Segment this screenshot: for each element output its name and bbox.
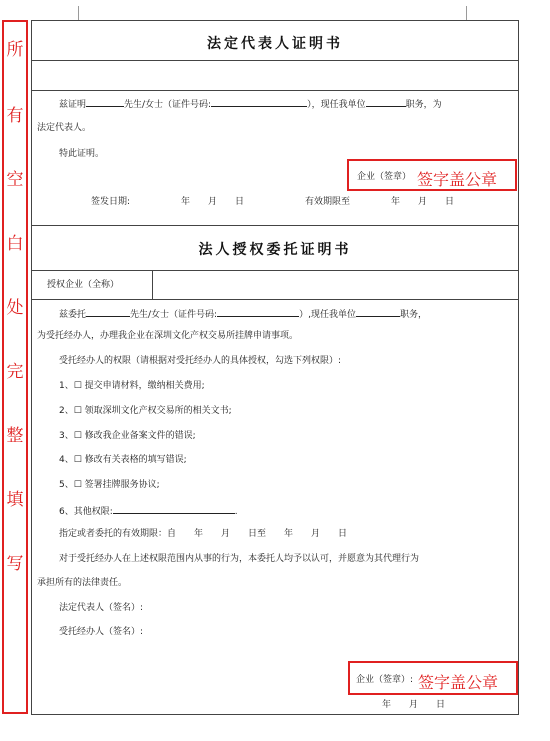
position-blank[interactable]	[366, 97, 406, 107]
cert-text: 先生/女士（证件号码:	[124, 100, 212, 110]
cert-line-3: 特此证明。	[59, 149, 105, 159]
issue-date-fields[interactable]: 年 月 日	[181, 197, 245, 207]
permission-item[interactable]: 1、☐ 提交申请材料，缴纳相关费用;	[59, 381, 205, 391]
company-label: 授权企业（全称）	[47, 280, 120, 290]
sidebar-char: 处	[6, 298, 24, 318]
agent-id-blank[interactable]	[217, 307, 299, 317]
divider	[32, 60, 518, 61]
divider	[32, 90, 518, 91]
permission-item[interactable]: 2、☐ 领取深圳文化产权交易所的相关文书;	[59, 406, 232, 416]
seal-text: 签字盖公章	[418, 673, 499, 692]
auth-line-1	[59, 307, 427, 321]
sidebar-char: 写	[6, 554, 24, 574]
sidebar-char: 整	[6, 426, 24, 446]
valid-until-fields[interactable]: 年 月 日	[391, 197, 455, 207]
cert-title: 法定代表人证明书	[207, 36, 343, 52]
permission-item[interactable]: 4、☐ 修改有关表格的填写错误;	[59, 455, 187, 465]
seal-text: 签字盖公章	[417, 170, 498, 189]
cert-text: ），现任我单位	[307, 100, 366, 110]
auth-text: 兹委托	[59, 310, 87, 320]
sidebar-char: 填	[6, 490, 24, 510]
other-label: 6、其他权限:	[59, 507, 113, 517]
cert-line-1	[59, 97, 442, 111]
name-blank[interactable]	[86, 97, 124, 107]
form-table	[31, 20, 519, 715]
agent-position-blank[interactable]	[356, 307, 400, 317]
other-permission-blank[interactable]	[113, 504, 235, 514]
valid-until-label: 有效期限至	[305, 197, 351, 207]
auth-date[interactable]: 年 月 日	[382, 700, 446, 710]
agent-signature[interactable]: 受托经办人（签名）:	[59, 627, 144, 637]
auth-line-5: 承担所有的法律责任。	[37, 578, 128, 588]
cert-text: 兹证明	[59, 100, 87, 110]
auth-line-3: 受托经办人的权限（请根据对受托经办人的具体授权，勾选下列权限）:	[59, 356, 342, 366]
validity-period[interactable]: 指定或者委托的有效期限：自 年 月 日至 年 月 日	[59, 529, 348, 539]
issue-date-label: 签发日期:	[91, 197, 131, 207]
permission-item[interactable]: 5、☐ 签署挂牌服务协议;	[59, 480, 160, 490]
cert-seal-box[interactable]	[347, 159, 517, 191]
crop-mark-left	[78, 6, 79, 20]
id-number-blank[interactable]	[211, 97, 307, 107]
permission-item-other: 6、其他权限: .	[59, 504, 238, 518]
cert-text: 职务，为	[405, 100, 442, 110]
seal-label: 企业（签章）:	[356, 675, 414, 685]
fill-instruction-sidebar	[2, 20, 28, 714]
auth-text: 先生/女士（证件号码:	[130, 310, 218, 320]
sidebar-char: 有	[6, 106, 24, 126]
auth-text: 职务，	[399, 310, 427, 320]
sidebar-char: 所	[6, 40, 24, 60]
seal-label: 企业（签章）	[357, 172, 412, 182]
auth-seal-box[interactable]	[348, 661, 518, 695]
permission-item[interactable]: 3、☐ 修改我企业备案文件的错误;	[59, 431, 196, 441]
divider	[32, 299, 518, 300]
legal-rep-signature[interactable]: 法定代表人（签名）:	[59, 603, 144, 613]
sidebar-char: 白	[6, 234, 24, 254]
auth-line-2: 为受托经办人，办理我企业在深圳文化产权交易所挂牌申请事项。	[37, 331, 299, 341]
cert-line-2: 法定代表人。	[37, 123, 92, 133]
auth-text: ）,现任我单位	[299, 310, 356, 320]
auth-line-4: 对于受托经办人在上述权限范围内从事的行为，本委托人均予以认可，并愿意为其代理行为	[59, 554, 420, 564]
sidebar-char: 空	[6, 170, 24, 190]
auth-title: 法人授权委托证明书	[198, 242, 352, 258]
sidebar-char: 完	[6, 362, 24, 382]
divider	[32, 225, 518, 226]
agent-name-blank[interactable]	[86, 307, 130, 317]
company-name-field[interactable]	[153, 271, 518, 298]
crop-mark-right	[466, 6, 467, 20]
